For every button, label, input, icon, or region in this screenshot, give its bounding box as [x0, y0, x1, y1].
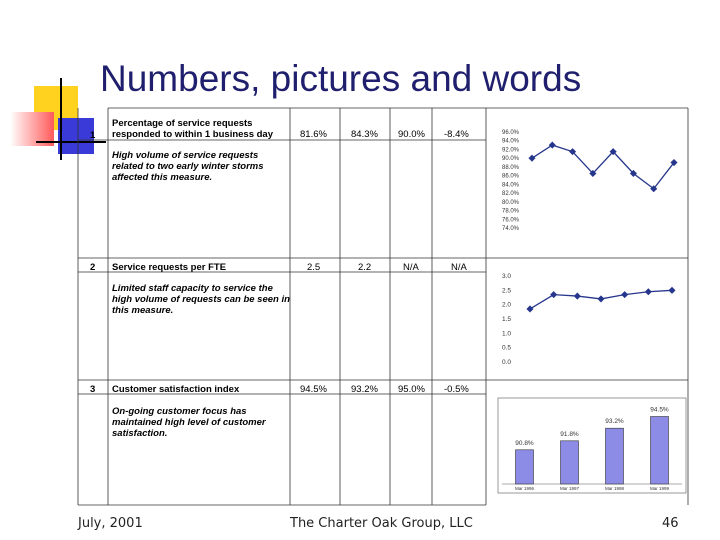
chart1-ytick-label: 90.0% — [502, 156, 520, 163]
footer-date: July, 2001 — [78, 516, 143, 531]
chart1-ytick-label: 94.0% — [502, 138, 520, 145]
chart2-ytick-label: 2.5 — [502, 287, 512, 295]
row3-value2: 93.2% — [351, 384, 378, 395]
row1-value4: -8.4% — [444, 129, 469, 140]
footer-page-number: 46 — [662, 516, 679, 531]
page-title: Numbers, pictures and words — [100, 58, 582, 99]
chart1-ytick-label: 80.0% — [502, 199, 520, 206]
chart1-ytick-label: 78.0% — [502, 208, 520, 215]
row1-value2: 84.3% — [351, 129, 378, 140]
row2-value4: N/A — [451, 262, 467, 273]
row2-value1: 2.5 — [307, 262, 321, 273]
row3-note-line1: On-going customer focus has — [112, 406, 247, 417]
chart3-data-label: 91.8% — [560, 430, 579, 438]
chart1-ytick-label: 96.0% — [502, 130, 520, 136]
row3-value1: 94.5% — [300, 384, 327, 395]
row1-value3: 90.0% — [398, 129, 425, 140]
chart1-ytick-label: 88.0% — [502, 164, 520, 171]
footer-organization: The Charter Oak Group, LLC — [290, 516, 473, 531]
row1-note-line2: related to two early winter storms — [112, 161, 264, 172]
row2-number: 2 — [90, 262, 96, 273]
chart1-ytick-label: 84.0% — [502, 182, 520, 189]
chart1-ytick-label: 76.0% — [502, 217, 520, 224]
row2-measure: Service requests per FTE — [112, 262, 227, 273]
chart3-category-label: Mar 1998 — [604, 486, 625, 491]
chart1-ytick-label: 92.0% — [502, 147, 520, 154]
row3-note-line3: satisfaction. — [112, 428, 168, 439]
row3-number: 3 — [90, 384, 96, 395]
chart2-ytick-label: 1.0 — [502, 330, 512, 338]
chart2-ytick-label: 0.0 — [502, 359, 512, 366]
row3-measure: Customer satisfaction index — [112, 384, 240, 395]
row2-note-line2: high volume of requests can be seen in — [112, 294, 290, 305]
chart3-data-label: 94.5% — [650, 406, 669, 414]
chart1-ytick-label: 82.0% — [502, 191, 520, 198]
row2-value3: N/A — [403, 262, 419, 273]
chart2-ytick-label: 2.0 — [502, 301, 512, 309]
row2-value2: 2.2 — [358, 262, 372, 273]
chart3-category-label: Mar 1999 — [649, 486, 670, 491]
chart1-ytick-label: 86.0% — [502, 173, 520, 180]
chart2-ytick-label: 3.0 — [502, 273, 512, 280]
chart2-ytick-label: 1.5 — [502, 316, 512, 323]
chart3-data-label: 93.2% — [605, 418, 624, 426]
row1-note-line1: High volume of service requests — [112, 150, 259, 161]
chart3-data-label: 90.8% — [515, 439, 534, 447]
row1-note-line3: affected this measure. — [112, 172, 213, 183]
row1-number: 1 — [90, 130, 96, 141]
row3-value4: -0.5% — [444, 384, 469, 395]
row1-value1: 81.6% — [300, 129, 327, 140]
row2-note-line3: this measure. — [112, 305, 174, 316]
row3-value3: 95.0% — [398, 384, 425, 395]
chart3-category-label: Mar 1996 — [514, 486, 535, 491]
chart3-category-label: Mar 1997 — [559, 486, 580, 491]
chart1-ytick-label: 74.0% — [502, 226, 520, 232]
row2-note-line1: Limited staff capacity to service the — [112, 283, 273, 294]
row1-measure-line2: responded to within 1 business day — [112, 129, 273, 140]
chart2-ytick-label: 0.5 — [502, 344, 512, 352]
row1-measure-line1: Percentage of service requests — [112, 118, 253, 129]
row3-note-line2: maintained high level of customer — [112, 417, 266, 428]
